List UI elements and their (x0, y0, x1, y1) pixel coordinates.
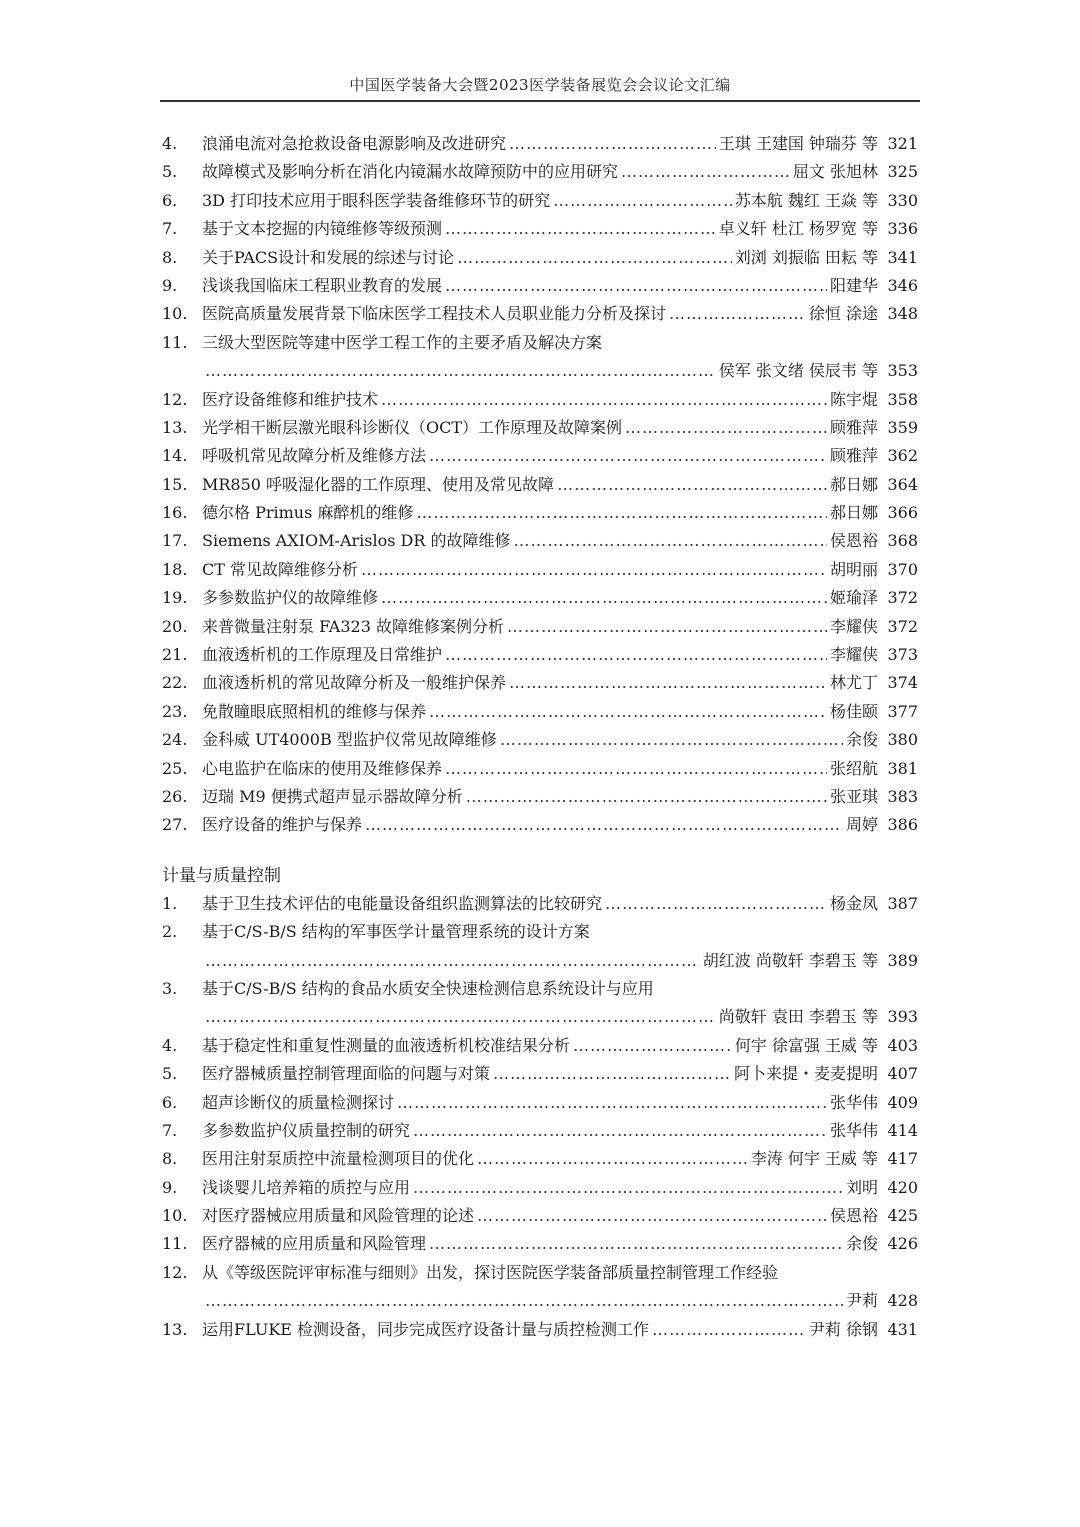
entry-page-number: 383 (887, 786, 918, 806)
entry-title: 德尔格 Primus 麻醉机的维修 (202, 503, 414, 523)
entry-authors: 张华伟 (829, 1092, 878, 1112)
entry-authors: 尚敬轩 袁田 李碧玉 等 (718, 1007, 878, 1027)
dot-leader (429, 698, 827, 726)
entry-number: 13. (162, 417, 188, 437)
dot-leader (205, 1003, 716, 1031)
dot-leader (381, 584, 827, 612)
entry-title: 金科威 UT4000B 型监护仪常见故障维修 (202, 730, 497, 750)
entry-authors: 侯军 张文绪 侯辰韦 等 (718, 361, 878, 381)
dot-leader (361, 556, 827, 584)
entry-title: 关于PACS设计和发展的综述与讨论 (202, 247, 455, 267)
entry-authors: 苏本航 魏红 王焱 等 (734, 190, 878, 210)
dot-leader (457, 244, 732, 272)
entry-page-number: 414 (887, 1120, 918, 1140)
dot-leader (493, 1060, 731, 1088)
dot-leader (466, 783, 827, 811)
toc-entry (162, 556, 918, 584)
entry-title: 浅谈婴儿培养箱的质控与应用 (202, 1177, 411, 1197)
running-head: 中国医学装备大会暨2023医学装备展览会会议论文汇编 (349, 76, 731, 94)
entry-authors: 阳建华 (829, 275, 878, 295)
entry-number: 15. (162, 474, 188, 494)
entry-title: 浪涌电流对急抢救设备电源影响及改进研究 (202, 134, 507, 153)
dot-leader (205, 357, 716, 385)
entry-authors: 徐恒 涂途 (808, 304, 878, 324)
entry-page-number: 374 (887, 673, 918, 693)
entry-authors: 张绍航 (829, 758, 878, 778)
entry-authors: 陈宇焜 (829, 389, 878, 409)
entry-title: 医疗设备维修和维护技术 (202, 389, 379, 409)
entry-authors: 胡明丽 (829, 559, 878, 579)
toc-entry (162, 1089, 918, 1117)
entry-title: 超声诊断仪的质量检测探讨 (202, 1092, 395, 1112)
toc-entry (162, 698, 918, 726)
entry-authors: 郝日娜 (829, 474, 878, 494)
toc-entry (162, 442, 918, 470)
entry-number: 20. (162, 616, 188, 636)
entry-page-number: 425 (887, 1206, 918, 1226)
toc-entry (162, 1316, 918, 1344)
entry-page-number: 370 (887, 559, 918, 579)
dot-leader (205, 1287, 843, 1315)
toc-entry (162, 499, 918, 527)
entry-page-number: 372 (887, 588, 918, 608)
entry-page-number: 407 (887, 1064, 918, 1084)
entry-title: 免散瞳眼底照相机的维修与保养 (202, 701, 427, 721)
entry-number: 3. (162, 978, 178, 998)
dot-leader (573, 1032, 732, 1060)
section-heading-metrology: 计量与质量控制 (162, 865, 281, 886)
toc-entry (162, 918, 918, 975)
entry-title: MR850 呼吸湿化器的工作原理、使用及常见故障 (202, 474, 555, 494)
entry-page-number: 387 (887, 893, 918, 913)
entry-page-number: 325 (887, 162, 918, 182)
dot-leader (445, 215, 716, 243)
entry-page-number: 362 (887, 446, 918, 466)
toc-entry (162, 1202, 918, 1230)
entry-page-number: 359 (887, 417, 918, 437)
entry-title: 故障模式及影响分析在消化内镜漏水故障预防中的应用研究 (202, 162, 619, 182)
entry-page-number: 336 (887, 219, 918, 239)
entry-number: 22. (162, 673, 188, 693)
entry-number: 17. (162, 531, 188, 551)
entry-page-number: 389 (887, 950, 918, 970)
entry-page-number: 426 (887, 1234, 918, 1254)
entry-title: 医用注射泵质控中流量检测项目的优化 (202, 1149, 475, 1169)
toc-entry (162, 329, 918, 386)
entry-authors: 张华伟 (829, 1120, 878, 1140)
entry-number: 23. (162, 701, 188, 721)
entry-title: Siemens AXIOM-Arislos DR 的故障维修 (202, 531, 511, 551)
entry-number: 4. (162, 1035, 178, 1055)
dot-leader (514, 527, 827, 555)
entry-page-number: 420 (887, 1177, 918, 1197)
entry-page-number: 380 (887, 730, 918, 750)
entry-page-number: 364 (887, 474, 918, 494)
entry-page-number: 417 (887, 1149, 918, 1169)
dot-leader (509, 130, 716, 158)
entry-number: 7. (162, 1120, 178, 1140)
toc-entry (162, 272, 918, 300)
entry-number: 6. (162, 190, 178, 210)
dot-leader (669, 300, 806, 328)
entry-title: 血液透析机的常见故障分析及一般维护保养 (202, 673, 507, 693)
entry-title: 医疗器械的应用质量和风险管理 (202, 1234, 427, 1254)
entry-page-number: 403 (887, 1035, 918, 1055)
entry-page-number: 321 (887, 134, 918, 153)
entry-number: 25. (162, 758, 188, 778)
entry-title: 基于卫生技术评估的电能量设备组织监测算法的比较研究 (202, 893, 603, 913)
dot-leader (397, 1089, 827, 1117)
entry-number: 21. (162, 645, 188, 665)
entry-authors: 余俊 (845, 730, 878, 750)
entry-number: 5. (162, 162, 178, 182)
toc-entry (162, 158, 918, 186)
dot-leader (381, 386, 827, 414)
entry-number: 19. (162, 588, 188, 608)
entry-title: 多参数监护仪的故障维修 (202, 588, 379, 608)
entry-number: 14. (162, 446, 188, 466)
toc-entry (162, 755, 918, 783)
toc-entry (162, 783, 918, 811)
toc-entry (162, 669, 918, 697)
entry-title: 心电监护在临床的使用及维修保养 (202, 758, 443, 778)
entry-page-number: 381 (887, 758, 918, 778)
entry-authors: 李耀侠 (829, 645, 878, 665)
entry-number: 18. (162, 559, 188, 579)
toc-entry (162, 1060, 918, 1088)
entry-title: 从《等级医院评审标准与细则》出发，探讨医院医学装备部质量控制管理工作经验 (202, 1262, 779, 1282)
toc-entry (162, 1174, 918, 1202)
entry-title: 基于C/S-B/S 结构的食品水质安全快速检测信息系统设计与应用 (202, 978, 654, 998)
entry-authors: 卓义轩 杜江 杨罗宽 等 (718, 219, 878, 239)
entry-authors: 余俊 (845, 1234, 878, 1254)
entry-page-number: 330 (887, 190, 918, 210)
toc-entry (162, 414, 918, 442)
entry-authors: 张亚琪 (829, 786, 878, 806)
entry-title: 基于稳定性和重复性测量的血液透析机校准结果分析 (202, 1035, 571, 1055)
toc-entry (162, 1230, 918, 1258)
entry-number: 8. (162, 1149, 178, 1169)
entry-number: 8. (162, 247, 178, 267)
entry-number: 11. (162, 1234, 188, 1254)
entry-title: 对医疗器械应用质量和风险管理的论述 (202, 1206, 475, 1226)
dot-leader (557, 471, 827, 499)
entry-authors: 李涛 何宇 王威 等 (750, 1149, 878, 1169)
dot-leader (365, 811, 843, 839)
entry-number: 7. (162, 219, 178, 239)
entry-authors: 顾雅萍 (829, 417, 878, 437)
entry-page-number: 372 (887, 616, 918, 636)
toc-entry (162, 386, 918, 414)
entry-title: 三级大型医院等建中医学工程工作的主要矛盾及解决方案 (202, 332, 603, 352)
toc-entry (162, 811, 918, 839)
entry-title: 血液透析机的工作原理及日常维护 (202, 645, 443, 665)
entry-title: 基于文本挖掘的内镜维修等级预测 (202, 219, 443, 239)
entry-number: 24. (162, 730, 188, 750)
dot-leader (477, 1202, 827, 1230)
entry-authors: 顾雅萍 (829, 446, 878, 466)
toc-section-metrology (162, 890, 918, 1344)
entry-title: 多参数监护仪质量控制的研究 (202, 1120, 411, 1140)
entry-number: 16. (162, 503, 188, 523)
toc-entry (162, 1032, 918, 1060)
header-rule (160, 100, 920, 102)
entry-title: 3D 打印技术应用于眼科医学装备维修环节的研究 (202, 190, 551, 210)
entry-page-number: 341 (887, 247, 918, 267)
entry-authors: 李耀侠 (829, 616, 878, 636)
entry-authors: 杨佳颐 (829, 701, 878, 721)
toc-entry (162, 244, 918, 272)
entry-number: 2. (162, 922, 178, 942)
toc-entry (162, 471, 918, 499)
dot-leader (605, 890, 827, 918)
toc-entry (162, 300, 918, 328)
entry-page-number: 393 (887, 1007, 918, 1027)
entry-number: 13. (162, 1319, 188, 1339)
dot-leader (500, 726, 843, 754)
dot-leader (625, 414, 827, 442)
entry-page-number: 348 (887, 304, 918, 324)
entry-number: 26. (162, 786, 188, 806)
entry-authors: 周婷 (845, 815, 878, 835)
entry-authors: 杨金凤 (829, 893, 878, 913)
dot-leader (445, 272, 827, 300)
entry-authors: 侯恩裕 (829, 531, 878, 551)
entry-authors: 胡红波 尚敬轩 李碧玉 等 (702, 950, 878, 970)
entry-page-number: 386 (887, 815, 918, 835)
entry-number: 11. (162, 332, 188, 352)
entry-authors: 王琪 王建国 钟瑞芬 等 (718, 134, 878, 153)
entry-page-number: 358 (887, 389, 918, 409)
entry-authors: 侯恩裕 (829, 1206, 878, 1226)
entry-page-number: 373 (887, 645, 918, 665)
toc-entry (162, 726, 918, 754)
dot-leader (509, 669, 827, 697)
entry-title: 基于C/S-B/S 结构的军事医学计量管理系统的设计方案 (202, 922, 590, 942)
toc-entry (162, 613, 918, 641)
table-of-contents (162, 130, 918, 1344)
entry-title: 医疗设备的维护与保养 (202, 815, 363, 835)
dot-leader (413, 1174, 843, 1202)
entry-title: 呼吸机常见故障分析及维修方法 (202, 446, 427, 466)
entry-number: 4. (162, 134, 178, 153)
entry-number: 10. (162, 1206, 188, 1226)
entry-title: CT 常见故障维修分析 (202, 559, 359, 579)
toc-entry (162, 527, 918, 555)
dot-leader (507, 613, 827, 641)
entry-page-number: 368 (887, 531, 918, 551)
dot-leader (416, 499, 827, 527)
entry-title: 浅谈我国临床工程职业教育的发展 (202, 275, 443, 295)
entry-authors: 郝日娜 (829, 503, 878, 523)
entry-number: 5. (162, 1064, 178, 1084)
toc-entry (162, 215, 918, 243)
entry-authors: 刘浏 刘振临 田耘 等 (734, 247, 878, 267)
dot-leader (553, 187, 732, 215)
entry-number: 1. (162, 893, 178, 913)
toc-entry (162, 1259, 918, 1316)
dot-leader (445, 755, 827, 783)
toc-entry (162, 187, 918, 215)
entry-title: 迈瑞 M9 便携式超声显示器故障分析 (202, 786, 463, 806)
dot-leader (205, 947, 700, 975)
entry-page-number: 377 (887, 701, 918, 721)
entry-page-number: 346 (887, 275, 918, 295)
entry-title: 运用FLUKE 检测设备，同步完成医疗设备计量与质控检测工作 (202, 1319, 650, 1339)
entry-number: 12. (162, 1262, 188, 1282)
entry-authors: 尹莉 (845, 1291, 878, 1311)
toc-entry (162, 975, 918, 1032)
entry-title: 医疗器械质量控制管理面临的问题与对策 (202, 1064, 491, 1084)
entry-number: 12. (162, 389, 188, 409)
dot-leader (652, 1316, 806, 1344)
entry-authors: 屈文 张旭林 (792, 162, 878, 182)
entry-authors: 何宇 徐富强 王威 等 (734, 1035, 878, 1055)
entry-number: 9. (162, 1177, 178, 1197)
entry-page-number: 431 (887, 1319, 918, 1339)
toc-entry (162, 584, 918, 612)
toc-entry (162, 890, 918, 918)
entry-number: 27. (162, 815, 188, 835)
dot-leader (445, 641, 827, 669)
entry-page-number: 409 (887, 1092, 918, 1112)
entry-title: 来普微量注射泵 FA323 故障维修案例分析 (202, 616, 504, 636)
dot-leader (413, 1117, 827, 1145)
entry-number: 9. (162, 275, 178, 295)
entry-page-number: 353 (887, 361, 918, 381)
entry-title: 光学相干断层激光眼科诊断仪（OCT）工作原理及故障案例 (202, 417, 623, 437)
entry-number: 10. (162, 304, 188, 324)
entry-title: 医院高质量发展背景下临床医学工程技术人员职业能力分析及探讨 (202, 304, 667, 324)
entry-page-number: 428 (887, 1291, 918, 1311)
toc-entry (162, 130, 918, 158)
toc-entry (162, 1145, 918, 1173)
toc-section-maintenance (162, 130, 918, 840)
entry-page-number: 366 (887, 503, 918, 523)
dot-leader (477, 1145, 748, 1173)
dot-leader (429, 442, 827, 470)
entry-authors: 尹莉 徐钢 (808, 1319, 878, 1339)
entry-authors: 刘明 (845, 1177, 878, 1197)
toc-entry (162, 641, 918, 669)
toc-entry (162, 1117, 918, 1145)
entry-authors: 姬瑜泽 (829, 588, 878, 608)
entry-authors: 阿卜来提・麦麦提明 (733, 1064, 878, 1084)
entry-number: 6. (162, 1092, 178, 1112)
entry-authors: 林尤丁 (829, 673, 878, 693)
dot-leader (621, 158, 790, 186)
dot-leader (429, 1230, 843, 1258)
